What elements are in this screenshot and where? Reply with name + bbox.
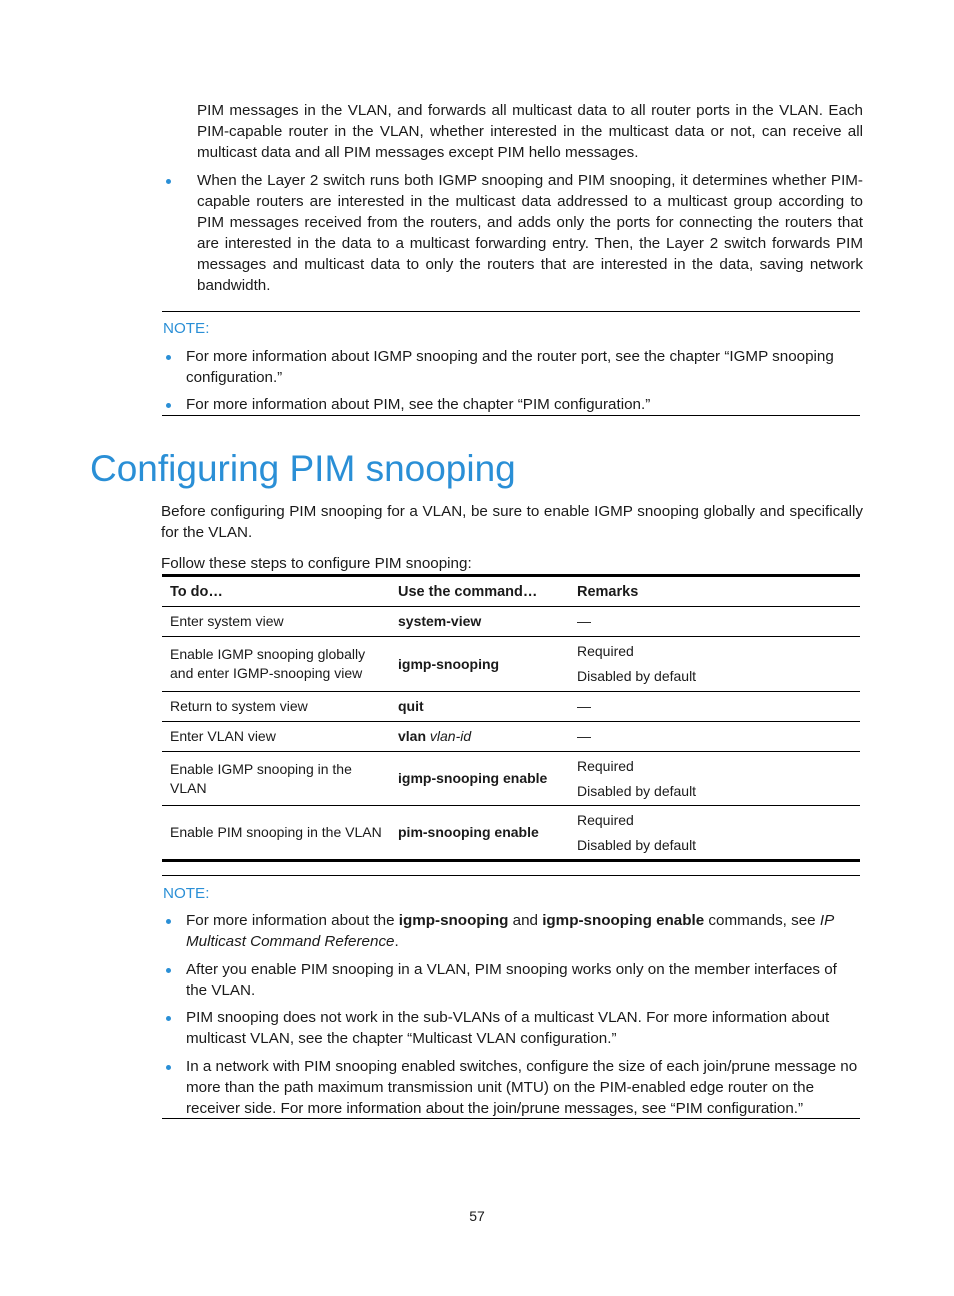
remark-line: Disabled by default	[577, 668, 697, 684]
todo-cell: Enable IGMP snooping in the VLAN	[162, 752, 390, 806]
page-number: 57	[469, 1208, 485, 1224]
command-name: quit	[398, 698, 424, 714]
command-argument: vlan-id	[429, 728, 472, 744]
bullet-icon	[166, 1065, 171, 1070]
remarks-cell	[569, 637, 860, 692]
note2-label: NOTE:	[163, 885, 210, 902]
bullet-icon	[166, 919, 171, 924]
bullet-icon	[166, 968, 171, 973]
header-todo: To do…	[162, 576, 390, 607]
todo-cell: Enter system view	[162, 607, 390, 637]
note2-item: After you enable PIM snooping in a VLAN, PIM snooping works only on the member interfaces of the VLAN.	[186, 961, 837, 999]
section-title: Configuring PIM snooping	[90, 448, 516, 489]
remark-line: Required	[577, 757, 634, 774]
command-cell	[390, 752, 569, 806]
header-remarks: Remarks	[569, 576, 860, 607]
note2-top-rule	[162, 875, 860, 876]
reference-title: IP Multicast Command Reference	[186, 912, 834, 950]
remarks-cell	[569, 722, 860, 752]
note2-item: In a network with PIM snooping enabled switches, configure the size of each join/prune message no more than the path maximum transmission unit (MTU) on the PIM-enabled edge router on the receiver side. For more information about the join/prune messages, see “PIM configuration.”	[186, 1058, 858, 1117]
note1-item: For more information about IGMP snooping and the router port, see the chapter “IGMP snooping configuration.”	[186, 348, 834, 386]
section-intro: Before configuring PIM snooping for a VLAN, be sure to enable IGMP snooping globally and specifically for the VLAN.	[161, 503, 863, 541]
command-name: igmp-snooping	[398, 655, 500, 672]
todo-cell: Enable PIM snooping in the VLAN	[162, 806, 390, 861]
bullet-icon	[166, 179, 171, 184]
command-name: system-view	[398, 613, 482, 629]
table-row	[162, 637, 860, 692]
text-segment: For more information about the	[186, 912, 399, 929]
text-segment: commands, see	[704, 912, 820, 929]
header-command: Use the command…	[390, 576, 569, 607]
note1-item: For more information about PIM, see the chapter “PIM configuration.”	[186, 396, 651, 413]
remark-line: Required	[577, 811, 634, 828]
remarks-cell	[569, 752, 860, 806]
command-table	[162, 574, 860, 862]
todo-cell: Return to system view	[162, 692, 390, 722]
command-name: pim-snooping enable	[398, 824, 539, 840]
command-name: vlan	[398, 728, 427, 744]
remark-line: Required	[577, 643, 634, 659]
remark-line: —	[577, 698, 591, 714]
intro-bullet-text: When the Layer 2 switch runs both IGMP snooping and PIM snooping, it determines whether PIM-capable routers are interested in the multicast data addressed to a multicast group according to PIM messages received from the routers, and adds only the ports for connecting the routers that are interested in the data to a multicast forwarding entry. Then, the Layer 2 switch forwards PIM messages and multicast data to only the routers that are interested in the data, saving network bandwidth.	[197, 172, 863, 294]
intro-continuation: PIM messages in the VLAN, and forwards all multicast data to all router ports in the VLAN. Each PIM-capable router in the VLAN, whether interested in the multicast data or not, can receive all multicast data and all PIM messages except PIM hello messages.	[197, 102, 863, 161]
remarks-cell	[569, 806, 860, 861]
bullet-icon	[166, 355, 171, 360]
remarks-cell	[569, 692, 860, 722]
table-row	[162, 722, 860, 752]
text-segment: and	[508, 912, 543, 929]
remark-line: Disabled by default	[577, 782, 697, 799]
table-row	[162, 752, 860, 806]
table-header-row	[162, 576, 860, 607]
note2-item	[186, 910, 860, 952]
command-cell	[390, 607, 569, 637]
text-segment: .	[394, 933, 399, 950]
command-cell	[390, 637, 569, 692]
remark-line: Disabled by default	[577, 836, 697, 853]
steps-intro: Follow these steps to configure PIM snooping:	[161, 555, 472, 572]
table-row	[162, 692, 860, 722]
note2-bottom-rule	[162, 1118, 860, 1119]
todo-cell: Enter VLAN view	[162, 722, 390, 752]
table-row	[162, 607, 860, 637]
command-name: igmp-snooping enable	[398, 770, 548, 786]
note2-item: PIM snooping does not work in the sub-VLANs of a multicast VLAN. For more information about multicast VLAN, see the chapter “Multicast VLAN configuration.”	[186, 1009, 830, 1047]
bullet-icon	[166, 1016, 171, 1021]
note1-top-rule	[162, 311, 860, 312]
remark-line: —	[577, 728, 591, 744]
command-cell	[390, 806, 569, 861]
note1-label: NOTE:	[163, 320, 210, 337]
remarks-cell	[569, 607, 860, 637]
table-row	[162, 806, 860, 861]
note1-bottom-rule	[162, 415, 860, 416]
todo-cell: Enable IGMP snooping globally and enter IGMP-snooping view	[162, 637, 390, 692]
command-cell	[390, 722, 569, 752]
bullet-icon	[166, 403, 171, 408]
command-name: igmp-snooping enable	[542, 912, 705, 929]
command-cell	[390, 692, 569, 722]
command-name: igmp-snooping	[398, 912, 509, 929]
remark-line: —	[577, 613, 591, 629]
